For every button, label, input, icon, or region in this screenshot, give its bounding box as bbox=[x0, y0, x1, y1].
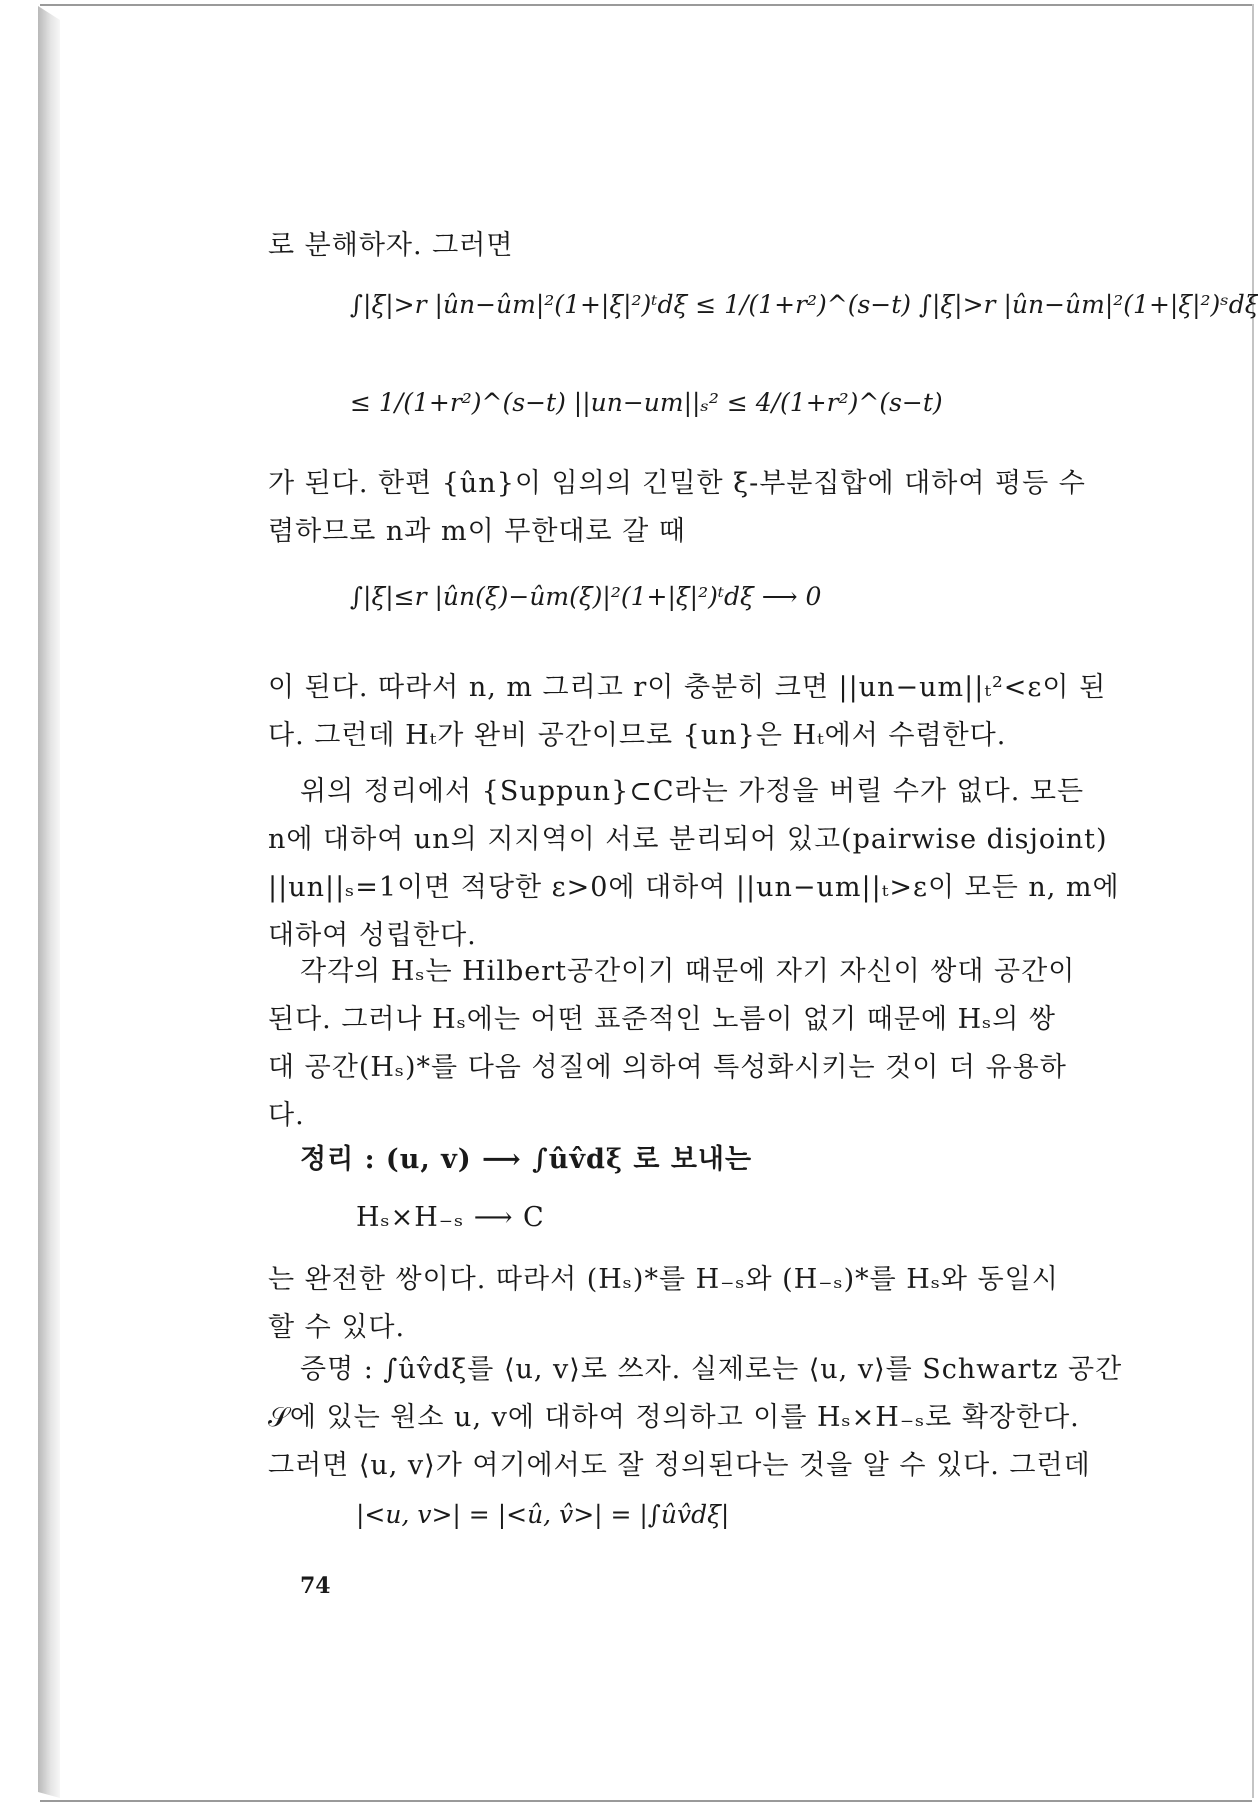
equation-3: ∫|ξ|≤r |ûn(ξ)−ûm(ξ)|²(1+|ξ|²)ᵗdξ ⟶ 0 bbox=[350, 582, 822, 611]
page-bottom-edge bbox=[40, 1800, 1252, 1802]
proof-line-1: 증명 : ∫ûv̂dξ를 ⟨u, v⟩로 쓰자. 실제로는 ⟨u, v⟩를 Schwartz 공간 bbox=[300, 1354, 1123, 1385]
text-line-14: 는 완전한 쌍이다. 따라서 (Hₛ)*를 H₋ₛ와 (H₋ₛ)*를 Hₛ와 동일시 bbox=[268, 1264, 1059, 1295]
theorem-line-1: 정리 : (u, v) ⟶ ∫ûv̂dξ 로 보내는 bbox=[300, 1144, 753, 1175]
text-line-4: 이 된다. 따라서 n, m 그리고 r이 충분히 크면 ||un−um||ₜ²<ε이 된 bbox=[268, 672, 1107, 703]
text-line-1: 로 분해하자. 그러면 bbox=[268, 230, 514, 261]
text-line-2: 가 된다. 한편 {ûn}이 임의의 긴밀한 ξ-부분집합에 대하여 평등 수 bbox=[268, 468, 1086, 499]
text-line-15: 할 수 있다. bbox=[268, 1312, 406, 1343]
equation-1: ∫|ξ|>r |ûn−ûm|²(1+|ξ|²)ᵗdξ ≤ 1/(1+r²)^(s−t) ∫|ξ|>r |ûn−ûm|²(1+|ξ|²)ˢdξ bbox=[350, 290, 1258, 319]
proof-line-3: 그러면 ⟨u, v⟩가 여기에서도 잘 정의된다는 것을 알 수 있다. 그런데 bbox=[268, 1450, 1091, 1481]
text-line-8: ||un||ₛ=1이면 적당한 ε>0에 대하여 ||un−um||ₜ>ε이 모든 n, m에 bbox=[268, 872, 1120, 903]
text-line-9: 대하여 성립한다. bbox=[268, 920, 477, 951]
page-number: 74 bbox=[300, 1573, 331, 1599]
theorem-line-2: Hₛ×H₋ₛ ⟶ C bbox=[356, 1202, 545, 1233]
page-right-edge bbox=[1252, 4, 1254, 1798]
text-line-12: 대 공간(Hₛ)*를 다음 성질에 의하여 특성화시키는 것이 더 유용하 bbox=[268, 1052, 1067, 1083]
text-line-10: 각각의 Hₛ는 Hilbert공간이기 때문에 자기 자신이 쌍대 공간이 bbox=[300, 956, 1076, 987]
equation-4: |<u, v>| = |<û, v̂>| = |∫ûv̂dξ| bbox=[356, 1500, 730, 1529]
text-line-11: 된다. 그러나 Hₛ에는 어떤 표준적인 노름이 없기 때문에 Hₛ의 쌍 bbox=[268, 1004, 1056, 1035]
text-line-7: n에 대하여 un의 지지역이 서로 분리되어 있고(pairwise disjoint) bbox=[268, 824, 1108, 855]
text-line-6: 위의 정리에서 {Suppun}⊂C라는 가정을 버릴 수가 없다. 모든 bbox=[300, 776, 1085, 807]
text-line-3: 렴하므로 n과 m이 무한대로 갈 때 bbox=[268, 516, 686, 547]
page-top-edge bbox=[40, 4, 1252, 6]
text-line-13: 다. bbox=[268, 1100, 305, 1131]
text-line-5: 다. 그런데 Hₜ가 완비 공간이므로 {un}은 Hₜ에서 수렴한다. bbox=[268, 720, 1007, 751]
book-spine bbox=[38, 6, 60, 1798]
proof-line-2: 𝒮에 있는 원소 u, v에 대하여 정의하고 이를 Hₛ×H₋ₛ로 확장한다. bbox=[268, 1402, 1080, 1433]
equation-2: ≤ 1/(1+r²)^(s−t) ||un−um||ₛ² ≤ 4/(1+r²)^(s−t) bbox=[350, 388, 943, 417]
